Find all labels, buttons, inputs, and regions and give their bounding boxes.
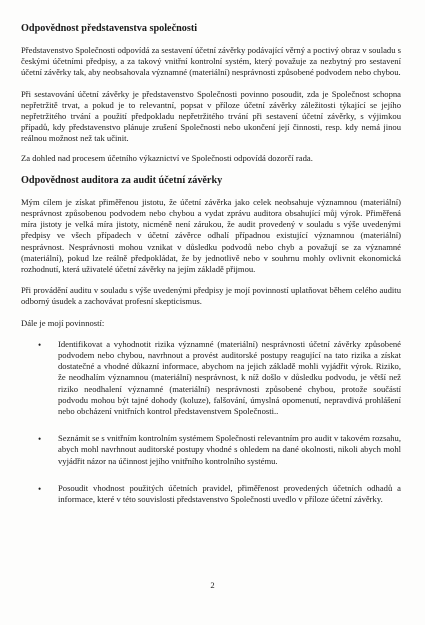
list-item-text: Seznámit se s vnitřním kontrolním systémem Společnosti relevantním pro audit v takovém rozsahu, abych mohl navrhnout auditorské postupy vhodné s ohledem na dané okolnosti, nikoli abych mohl vyjádřit názor na účinnost jejího vnitřního kontrolního systému. bbox=[58, 433, 401, 466]
list-item bbox=[38, 433, 401, 467]
duties-list bbox=[21, 339, 401, 505]
bullet-icon: • bbox=[38, 483, 42, 494]
bullet-icon: • bbox=[38, 339, 42, 350]
paragraph-board-1: Představenstvo Společnosti odpovídá za sestavení účetní závěrky podávající věrný a poctivý obraz v souladu s českými účetními předpisy, a za takový vnitřní kontrolní systém, který považuje za nezbytný pro sestavení účetní závěrky tak, aby neobsahovala významné (materiální) nesprávnosti způsobené podvodem nebo chybou. bbox=[21, 45, 401, 78]
list-item-text: Identifikovat a vyhodnotit rizika významné (materiální) nesprávnosti účetní závěrky způsobené podvodem nebo chybou, navrhnout a provést auditorské postupy reagující na tato rizika a získat dostatečné a vhodné důkazní informace, abychom na jejich základě mohli vyjádřit výrok. Riziko, že neodhalím významnou (materiální) nesprávnost, k níž došlo v důsledku podvodu, je větší než riziko neodhalení významné (materiální) nesprávnosti způsobené chybou, protože součástí podvodu mohou být tajné dohody (koluze), falšování, úmyslná opomenutí, nepravdivá prohlášení nebo obcházení vnitřních kontrol představenstvem Společnosti.. bbox=[58, 338, 401, 417]
paragraph-board-2: Při sestavování účetní závěrky je představenstvo Společnosti povinno posoudit, zda je Společnost schopna nepřetržitě trvat, a pokud je to relevantní, popsat v příloze účetní závěrky záležitosti týkající se jejího nepřetržitého trvání a použití předpokladu nepřetržitého trvání při sestavení účetní závěrky, s výjimkou případů, kdy představenstvo plánuje zrušení Společnosti nebo ukončení její činnosti, resp. kdy nemá jinou reálnou možnost než tak učinit. bbox=[21, 88, 401, 144]
paragraph-board-3: Za dohled nad procesem účetního výkaznictví ve Společnosti odpovídá dozorčí rada. bbox=[21, 152, 313, 163]
bullet-icon: • bbox=[38, 434, 42, 445]
list-item bbox=[38, 339, 401, 417]
page-content bbox=[21, 22, 401, 521]
section-heading-board-responsibility: Odpovědnost představenstva společnosti bbox=[21, 23, 198, 34]
list-item bbox=[38, 483, 401, 505]
list-item-text: Posoudit vhodnost použitých účetních pravidel, přiměřenost provedených účetních odhadů a informace, které v této souvislosti představenstvo Společnosti uvedlo v příloze účetní závěrky. bbox=[58, 482, 401, 505]
paragraph-auditor-3: Dále je mojí povinností: bbox=[21, 317, 105, 328]
section-heading-auditor-responsibility: Odpovědnost auditora za audit účetní závěrky bbox=[21, 174, 223, 186]
paragraph-auditor-1: Mým cílem je získat přiměřenou jistotu, že účetní závěrka jako celek neobsahuje významnou (materiální) nesprávnost způsobenou podvodem nebo chybou a vydat zprávu auditora obsahující můj výrok. Přiměřená míra jistoty je velká míra jistoty, nicméně není zárukou, že audit provedený v souladu s výše uvedenými předpisy ve všech případech v účetní závěrce odhalí případnou existující významnou (materiální) nesprávnost. Nesprávnosti mohou vznikat v důsledku podvodů nebo chyb a považují se za významné (materiální), pokud lze reálně předpokládat, že by jednotlivě nebo v souhrnu mohly ovlivnit ekonomická rozhodnutí, která uživatelé účetní závěrky na jejím základě přijmou. bbox=[21, 196, 401, 275]
page-number: 2 bbox=[210, 580, 215, 590]
paragraph-auditor-2: Při provádění auditu v souladu s výše uvedenými předpisy je mojí povinností uplatňovat během celého auditu odborný úsudek a zachovávat profesní skepticismus. bbox=[21, 285, 401, 307]
